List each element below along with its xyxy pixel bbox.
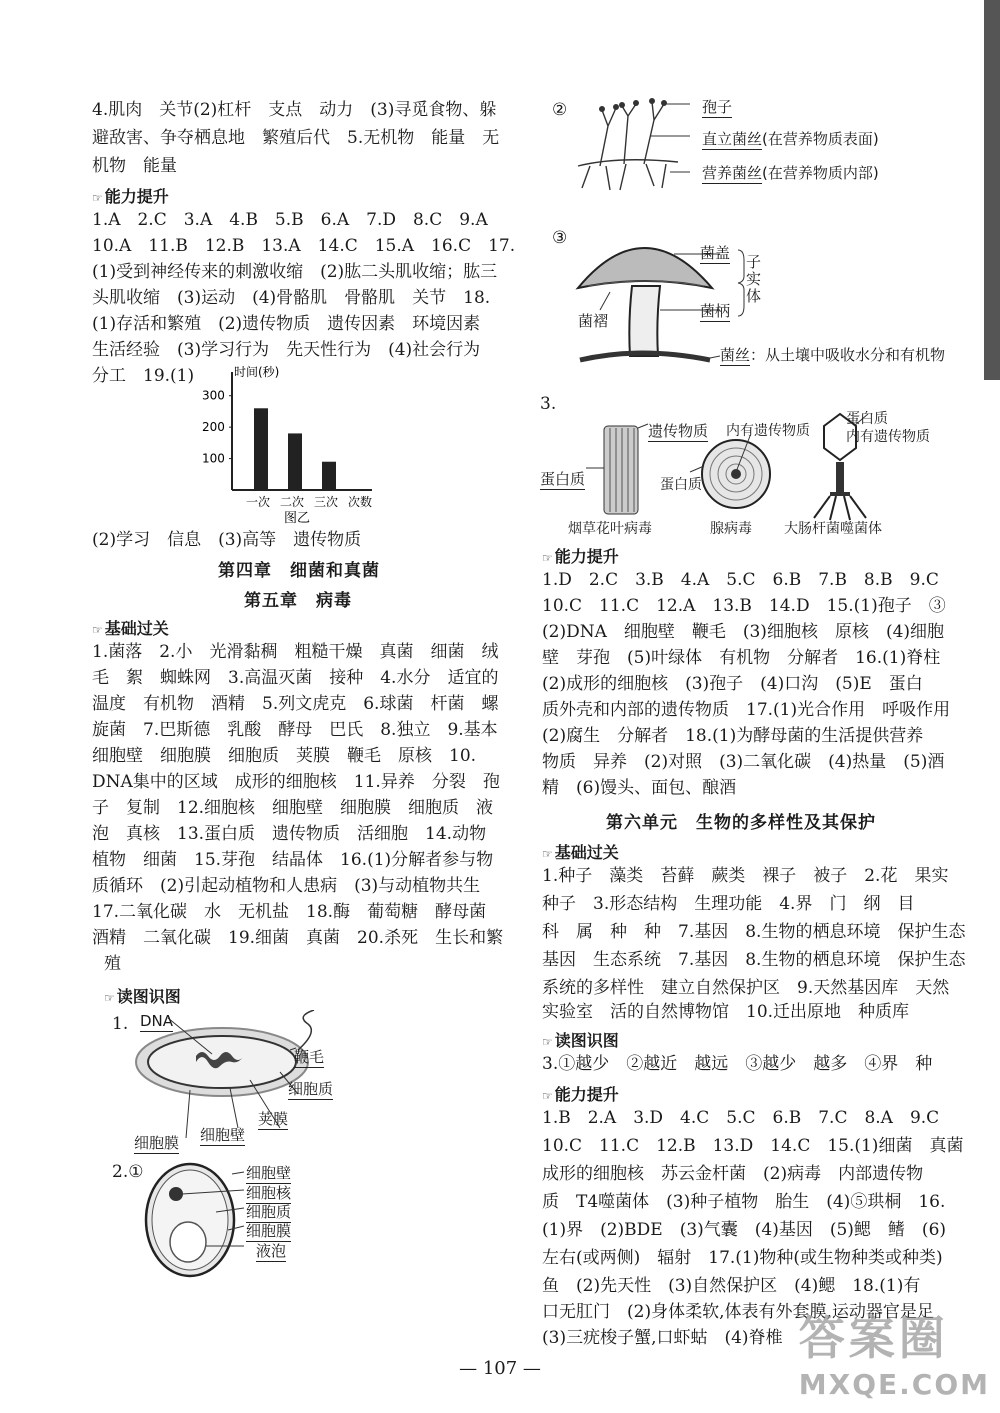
text-line: 酒精 二氧化碳 19.细菌 真菌 20.杀死 生长和繁 bbox=[92, 928, 504, 948]
figure-number: 2.① bbox=[112, 1162, 144, 1182]
section-heading-ability: ☞ 能力提升 bbox=[92, 187, 169, 206]
text-line: (2)学习 信息 (3)高等 遗传物质 bbox=[92, 530, 362, 550]
label-cell-wall: 细胞壁 bbox=[200, 1126, 246, 1144]
caption-phage: 大肠杆菌噬菌体 bbox=[784, 521, 882, 537]
label-cap: 菌盖 bbox=[700, 244, 731, 262]
hand-pointer-icon: ☞ bbox=[542, 1035, 553, 1049]
text-line: 机物 能量 bbox=[92, 156, 177, 176]
text-line: (2)腐生 分解者 18.(1)为酵母菌的生活提供营养 bbox=[542, 726, 924, 746]
section-heading-basic: ☞ 基础过关 bbox=[542, 843, 619, 862]
text-line: (3)三疣梭子蟹,口虾蛄 (4)脊椎 bbox=[542, 1328, 783, 1348]
label-cell-wall: 细胞壁 bbox=[246, 1164, 292, 1182]
text-line: 左右(或两侧) 辐射 17.(1)物种(或生物种类或种类) bbox=[542, 1248, 943, 1268]
text-line: 17.二氧化碳 水 无机盐 18.酶 葡萄糖 酵母菌 bbox=[92, 902, 487, 922]
text-line: 成形的细胞核 苏云金杆菌 (2)病毒 内部遗传物 bbox=[542, 1164, 924, 1184]
label-upright-hypha: 直立菌丝(在营养物质表面) bbox=[702, 130, 879, 148]
hand-pointer-icon: ☞ bbox=[92, 191, 103, 205]
label-inner-genetic: 内有遗传物质 bbox=[846, 429, 930, 445]
text-line: 口无肛门 (2)身体柔软,体表有外套膜,运动器官是足 bbox=[542, 1302, 934, 1322]
text-line: 物质 异养 (2)对照 (3)二氧化碳 (4)热量 (5)酒 bbox=[542, 752, 945, 772]
label-vacuole: 液泡 bbox=[256, 1242, 287, 1260]
label-stalk: 菌柄 bbox=[700, 302, 731, 320]
section-heading-ability: ☞ 能力提升 bbox=[542, 1085, 619, 1104]
page-number: — 107 — bbox=[459, 1358, 541, 1379]
x-axis-label: 次数 bbox=[348, 495, 373, 509]
figure-number: 3. bbox=[540, 394, 557, 414]
y-tick-label: 200 bbox=[202, 420, 225, 435]
label-fruiting-body: 子实体 bbox=[746, 253, 762, 305]
text-line: 3.①越少 ②越近 越远 ③越少 越多 ④界 种 bbox=[542, 1054, 933, 1074]
label-cell-membrane: 细胞膜 bbox=[246, 1222, 292, 1240]
chapter-title: 第五章 病毒 bbox=[244, 591, 352, 611]
brace-icon bbox=[736, 248, 746, 318]
text-line: 温度 有机物 酒精 5.列文虎克 6.球菌 杆菌 螺 bbox=[92, 694, 499, 714]
x-tick-label: 二次 bbox=[280, 495, 305, 509]
text-line: DNA集中的区域 成形的细胞核 11.异养 分裂 孢 bbox=[92, 772, 500, 792]
label-dna: DNA bbox=[140, 1012, 174, 1030]
text-line: 4.肌肉 关节(2)杠杆 支点 动力 (3)寻觅食物、躲 bbox=[92, 100, 497, 120]
bar-3 bbox=[322, 462, 336, 490]
yeast-diagram bbox=[140, 1160, 250, 1280]
text-line: 10.C 11.C 12.A 13.B 14.D 15.(1)孢子 ③ bbox=[542, 596, 946, 616]
figure-number: ③ bbox=[552, 228, 568, 248]
section-heading-read: ☞ 读图识图 bbox=[542, 1031, 619, 1050]
label-protein: 蛋白质 bbox=[660, 477, 702, 493]
label-cell-membrane: 细胞膜 bbox=[134, 1134, 180, 1152]
y-tick-label: 300 bbox=[202, 388, 225, 403]
text-line: (2)DNA 细胞壁 鞭毛 (3)细胞核 原核 (4)细胞 bbox=[542, 622, 945, 642]
text-line: 基因 生态系统 7.基因 8.生物的栖息环境 保护生态 bbox=[542, 950, 966, 970]
label-gill: 菌褶 bbox=[578, 312, 609, 330]
text-line: (1)界 (2)BDE (3)气囊 (4)基因 (5)鳃 鳍 (6) bbox=[542, 1220, 947, 1240]
chapter-title: 第四章 细菌和真菌 bbox=[218, 561, 380, 581]
bar-chart bbox=[196, 364, 396, 524]
text-line: 毛 絮 蜘蛛网 3.高温灭菌 接种 4.水分 适宜的 bbox=[92, 668, 499, 688]
text-line: 细胞壁 细胞膜 细胞质 荚膜 鞭毛 原核 10. bbox=[92, 746, 477, 766]
label-cytoplasm: 细胞质 bbox=[288, 1080, 334, 1098]
hand-pointer-icon: ☞ bbox=[92, 623, 103, 637]
caption-tmv: 烟草花叶病毒 bbox=[568, 521, 652, 537]
text-line: (2)成形的细胞核 (3)孢子 (4)口沟 (5)E 蛋白 bbox=[542, 674, 923, 694]
text-line: (1)存活和繁殖 (2)遗传物质 遗传因素 环境因素 bbox=[92, 314, 481, 334]
text-line: 1.D 2.C 3.B 4.A 5.C 6.B 7.B 8.B 9.C bbox=[542, 570, 939, 590]
text-line: 质外壳和内部的遗传物质 17.(1)光合作用 呼吸作用 bbox=[542, 700, 951, 720]
text-line: 质循环 (2)引起动植物和人患病 (3)与动植物共生 bbox=[92, 876, 481, 896]
text-line: 植物 细菌 15.芽孢 结晶体 16.(1)分解者参与物 bbox=[92, 850, 494, 870]
bar-2 bbox=[288, 433, 302, 490]
hand-pointer-icon: ☞ bbox=[542, 1089, 553, 1103]
text-line: 避敌害、争夺栖息地 繁殖后代 5.无机物 能量 无 bbox=[92, 128, 500, 148]
figure-number: ② bbox=[552, 100, 568, 120]
label-inner-genetic: 内有遗传物质 bbox=[726, 423, 810, 439]
label-capsule: 荚膜 bbox=[258, 1110, 289, 1128]
x-tick-label: 三次 bbox=[314, 495, 339, 509]
mold-diagram bbox=[570, 96, 690, 196]
text-line: 1.B 2.A 3.D 4.C 5.C 6.B 7.C 8.A 9.C bbox=[542, 1108, 940, 1128]
label-flagellum: 鞭毛 bbox=[294, 1048, 325, 1066]
hand-pointer-icon: ☞ bbox=[542, 847, 553, 861]
text-line: 精 (6)馒头、面包、酿酒 bbox=[542, 778, 737, 798]
text-line: 殖 bbox=[104, 954, 121, 974]
label-nutrient-hypha: 营养菌丝(在营养物质内部) bbox=[702, 164, 879, 182]
page-edge-tab bbox=[984, 0, 1000, 380]
text-line: 科 属 种 种 7.基因 8.生物的栖息环境 保护生态 bbox=[542, 922, 966, 942]
x-tick-label: 一次 bbox=[246, 495, 271, 509]
watermark-logo: 答案圈 MXQE.COM bbox=[798, 1311, 990, 1401]
label-genetic-material: 遗传物质 bbox=[648, 422, 709, 440]
text-line: 鱼 (2)先天性 (3)自然保护区 (4)鳃 18.(1)有 bbox=[542, 1276, 921, 1296]
text-line: 实验室 活的自然博物馆 10.迁出原地 种质库 bbox=[542, 1002, 910, 1022]
text-line: 1.A 2.C 3.A 4.B 5.B 6.A 7.D 8.C 9.A bbox=[92, 210, 488, 230]
text-line: 生活经验 (3)学习行为 先天性行为 (4)社会行为 bbox=[92, 340, 481, 360]
text-line: 旋菌 7.巴斯德 乳酸 酵母 巴氏 8.独立 9.基本 bbox=[92, 720, 498, 740]
label-spore: 孢子 bbox=[702, 98, 733, 116]
label-cytoplasm: 细胞质 bbox=[246, 1203, 292, 1221]
text-line: 分工 19.(1) bbox=[92, 366, 195, 386]
text-line: 头肌收缩 (3)运动 (4)骨骼肌 骨骼肌 关节 18. bbox=[92, 288, 491, 308]
hand-pointer-icon: ☞ bbox=[104, 991, 115, 1005]
text-line: 系统的多样性 建立自然保护区 9.天然基因库 天然 bbox=[542, 978, 950, 998]
text-line: 10.A 11.B 12.B 13.A 14.C 15.A 16.C 17. bbox=[92, 236, 516, 256]
text-line: (1)受到神经传来的刺激收缩 (2)肱二头肌收缩；肱三 bbox=[92, 262, 498, 282]
text-line: 质 T4噬菌体 (3)种子植物 胎生 (4)⑤珙桐 16. bbox=[542, 1192, 946, 1212]
caption-adenovirus: 腺病毒 bbox=[710, 521, 752, 537]
section-heading-basic: ☞ 基础过关 bbox=[92, 619, 169, 638]
label-nucleus: 细胞核 bbox=[246, 1184, 292, 1202]
y-axis-label: 时间(秒) bbox=[234, 365, 280, 379]
bar-1 bbox=[254, 408, 268, 490]
mushroom-diagram bbox=[570, 220, 720, 370]
text-line: 种子 3.形态结构 生理功能 4.界 门 纲 目 bbox=[542, 894, 915, 914]
label-protein: 蛋白质 bbox=[846, 411, 888, 427]
section-heading-ability: ☞ 能力提升 bbox=[542, 547, 619, 566]
text-line: 10.C 11.C 12.B 13.D 14.C 15.(1)细菌 真菌 bbox=[542, 1136, 964, 1156]
hand-pointer-icon: ☞ bbox=[542, 551, 553, 565]
figure-number: 1. bbox=[112, 1014, 129, 1034]
text-line: 泡 真核 13.蛋白质 遗传物质 活细胞 14.动物 bbox=[92, 824, 487, 844]
unit-title: 第六单元 生物的多样性及其保护 bbox=[606, 813, 876, 833]
y-tick-label: 100 bbox=[202, 451, 225, 466]
text-line: 壁 芽孢 (5)叶绿体 有机物 分解者 16.(1)脊柱 bbox=[542, 648, 941, 668]
text-line: 1.种子 藻类 苔藓 蕨类 裸子 被子 2.花 果实 bbox=[542, 866, 949, 886]
text-line: 1.菌落 2.小 光滑黏稠 粗糙干燥 真菌 细菌 绒 bbox=[92, 642, 499, 662]
text-line: 子 复制 12.细胞核 细胞壁 细胞膜 细胞质 液 bbox=[92, 798, 494, 818]
chart-title: 图乙 bbox=[284, 511, 311, 524]
label-protein: 蛋白质 bbox=[540, 470, 586, 488]
label-hypha: 菌丝：从土壤中吸收水分和有机物 bbox=[720, 346, 946, 364]
section-heading-read: ☞ 读图识图 bbox=[104, 987, 181, 1006]
